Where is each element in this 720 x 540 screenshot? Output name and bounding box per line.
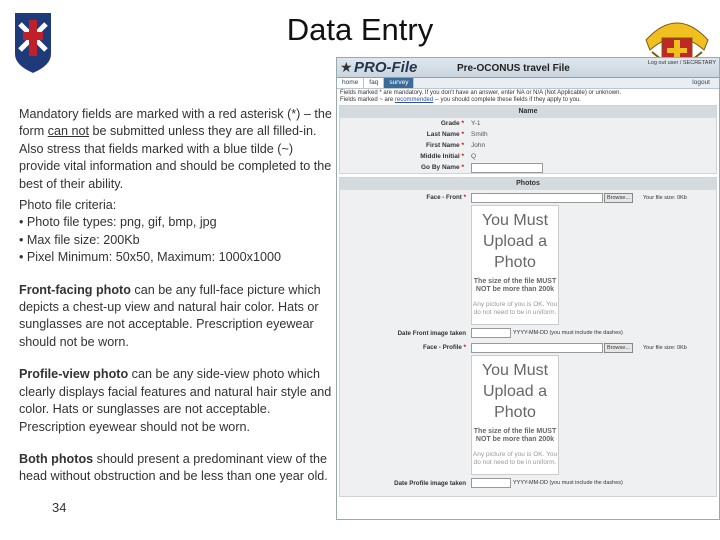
profile-photo-note: Profile-view photo can be any side-view photo which clearly displays facial features and natural hair style and color. Hats or sunglasses are not acceptable. Prescription eyewear should not be worn. (19, 367, 332, 434)
grade-row: Grade * Y-1 (440, 120, 481, 127)
grade-label: Grade (440, 120, 460, 127)
nav-bar (337, 78, 719, 89)
placeholder-message: You Must Upload a Photo (481, 362, 549, 421)
grade-field[interactable]: Y-1 (471, 120, 481, 127)
go-by-name-row: Go By Name * (340, 162, 716, 173)
list-item: • Pixel Minimum: 50x50, Maximum: 1000x1000 (19, 250, 281, 265)
app-brand: PRO-File (354, 59, 418, 76)
placeholder-message: You Must Upload a Photo (481, 212, 549, 271)
face-profile-label: Face - Profile (422, 344, 462, 351)
slide-number: 34 (52, 500, 67, 515)
face-front-photo-placeholder (471, 205, 559, 325)
army-star-icon: ★ (340, 59, 353, 75)
list-item: • Photo file types: png, gif, bmp, jpg (19, 215, 217, 230)
date-profile-input[interactable] (471, 478, 511, 488)
date-front-hint: YYYY-MM-DD (you must include the dashes) (513, 330, 623, 336)
face-front-browse-button[interactable]: Browse... (604, 193, 633, 203)
face-profile-browse-button[interactable]: Browse... (604, 343, 633, 353)
last-name-row: Last Name * Smith (426, 131, 488, 138)
legend-mandatory: Fields marked * are mandatory. If you don't have an answer, enter NA or N/A (Not Applicable) or unknown. (340, 90, 622, 96)
middle-initial-field[interactable]: Q (471, 153, 477, 160)
file-title: Pre-OCONUS travel File (457, 63, 570, 74)
placeholder-size-rule: The size of the file MUST NOT be more than 200k (473, 428, 557, 443)
page-title: Data Entry (286, 12, 434, 47)
photos-section: Photos Face - Front * Browse... Your file size: 0Kb You Must Upload a Photo The size of the file MUST NOT be more than 200k Any picture of you is OK. You do not need to be in uniform. Date Front image taken YYYY-MM-DD (you must include the dashes) Face - Profile * Browse... Your file size: 0Kb You Must Upload a Photo The size of the file MUST NOT be more than 200k Any picture of you is OK. You do not need to be in uniform. Date Profile image taken YYYY-MM-DD (you must include the dashes) (339, 177, 717, 497)
face-profile-file-input[interactable] (471, 343, 603, 353)
middle-initial-row: Middle Initial * Q (420, 153, 477, 160)
face-front-size-hint: Your file size: 0Kb (643, 195, 687, 201)
nav-home[interactable]: home (337, 78, 364, 88)
go-by-name-input[interactable] (471, 163, 543, 173)
face-profile-size-hint: Your file size: 0Kb (643, 345, 687, 351)
nav-faq[interactable]: faq (364, 78, 384, 88)
date-front-label: Date Front image taken (397, 330, 466, 337)
go-by-name-label: Go By Name (421, 164, 460, 171)
unit-insignia-icon (10, 10, 56, 76)
user-corner-text: Log out user / SECRETARY (647, 60, 716, 66)
first-name-label: First Name (426, 142, 460, 149)
speaker-notes (19, 106, 337, 486)
criteria-list (19, 214, 337, 266)
criteria-title: Photo file criteria: (19, 198, 117, 213)
middle-initial-label: Middle Initial (420, 153, 460, 160)
list-item: • Max file size: 200Kb (19, 232, 140, 247)
legend-recommended: Fields marked ~ are recommended -- you should complete these fields if they apply to you. (340, 97, 581, 103)
logout-link[interactable]: logout (692, 79, 710, 86)
app-banner (337, 58, 719, 78)
front-photo-note: Front-facing photo can be any full-face picture which depicts a chest-up view and natural hair color. Hats or sunglasses are not acceptable. Prescription eyewear should not be worn. (19, 282, 321, 349)
placeholder-uniform-note: Any picture of you is OK. You do not need to be in uniform. (472, 451, 558, 466)
name-section (339, 105, 717, 174)
placeholder-size-rule: The size of the file MUST NOT be more than 200k (473, 278, 557, 293)
date-profile-label: Date Profile image taken (394, 480, 466, 487)
face-front-file-input[interactable] (471, 193, 603, 203)
name-section-header: Name (340, 106, 716, 118)
last-name-field[interactable]: Smith (471, 131, 488, 138)
placeholder-uniform-note: Any picture of you is OK. You do not need to be in uniform. (472, 301, 558, 316)
date-front-input[interactable] (471, 328, 511, 338)
profile-app-window (336, 57, 720, 520)
last-name-label: Last Name (426, 131, 460, 138)
nav-survey[interactable]: survey (384, 78, 414, 88)
face-profile-photo-placeholder (471, 355, 559, 475)
date-profile-hint: YYYY-MM-DD (you must include the dashes) (513, 480, 623, 486)
both-photos-note: Both photos should present a predominant view of the head without obstruction and be less than one year old. (19, 451, 328, 484)
first-name-row: First Name * John (426, 142, 486, 149)
mandatory-fields-note: Mandatory fields are marked with a red asterisk (*) – the form can not be submitted unless they are all filled-in. Also stress that fields marked with a blue tilde (~) provide vital information and should be completed to the best of their ability. (19, 107, 332, 191)
field-legend (337, 89, 719, 105)
photos-section-header: Photos (340, 178, 716, 190)
face-front-label: Face - Front (426, 194, 462, 201)
first-name-field[interactable]: John (471, 142, 486, 149)
